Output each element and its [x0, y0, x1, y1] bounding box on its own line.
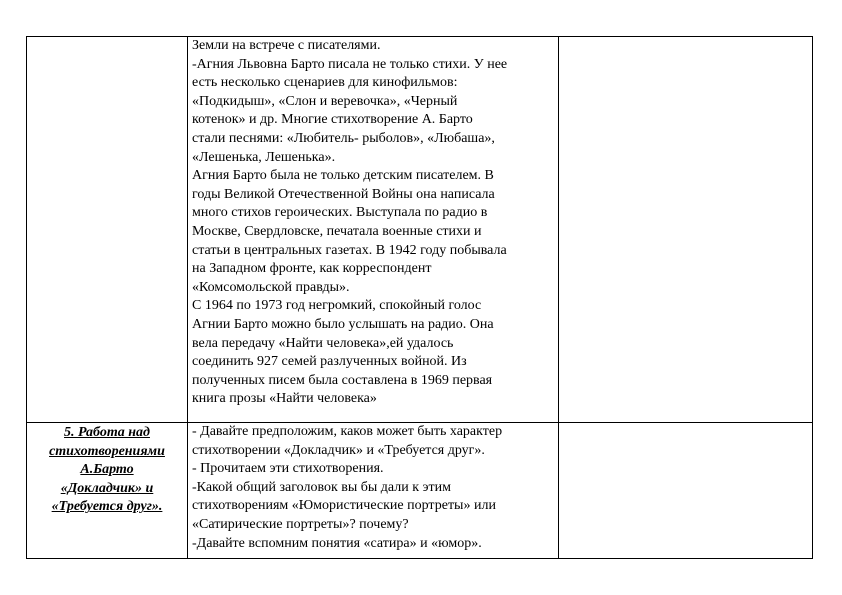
- pupils-activity-cell: [559, 423, 813, 559]
- teacher-activity-cell: [188, 423, 559, 559]
- teacher-paragraph: С 1964 по 1973 год негромкий, спокойный голос Агнии Барто можно было услышать на радио. Она вела передачу «Найти человека»,ей удалось соединить 927 семей разлученных войной. Из полученных писем была составлена в 1969 первая книга прозы «Найти человека»: [192, 298, 494, 407]
- teacher-paragraph: Агния Барто была не только детским писателем. В годы Великой Отечественной Войны она написала много стихов героических. Выступала по радио в Москве, Свердловске, печатала военные стихи и статьи в центральных газетах. В 1942 году побывала на Западном фронте, как корреспондент «Комсомольской правды».: [192, 168, 507, 295]
- table-row: [27, 423, 813, 559]
- teacher-paragraph: - Прочитаем эти стихотворения.: [192, 461, 384, 477]
- stage-title: [27, 37, 187, 38]
- stage-title: 5. Работа над стихотворениями А.Барто «Докладчик» и «Требуется друг».: [49, 425, 165, 515]
- teacher-paragraph: - Давайте предположим, каков может быть характер стихотворении «Докладчик» и «Требуется друг».: [192, 424, 503, 458]
- teacher-paragraph: -Давайте вспомним понятия «сатира» и «юмор».: [192, 535, 482, 551]
- teacher-activity-cell: [188, 37, 559, 423]
- teacher-paragraph: -Какой общий заголовок вы бы дали к этим стихотворениям «Юмористические портреты» или «Сатирические портреты»? почему?: [192, 479, 496, 532]
- teacher-paragraph: Земли на встрече с писателями.: [192, 38, 381, 53]
- teacher-paragraph: -Агния Львовна Барто писала не только стихи. У нее есть несколько сценариев для кинофильмов: «Подкидыш», «Слон и веревочка», «Черный котенок» и др. Многие стихотворение А. Барто стали песнями: «Любитель- рыболов», «Любаша», «Лешенька, Лешенька».: [192, 56, 508, 165]
- stage-cell: [27, 37, 188, 423]
- table-row: [27, 37, 813, 423]
- lesson-plan-table: [26, 36, 813, 559]
- pupils-activity-cell: [559, 37, 813, 423]
- stage-cell: [27, 423, 188, 559]
